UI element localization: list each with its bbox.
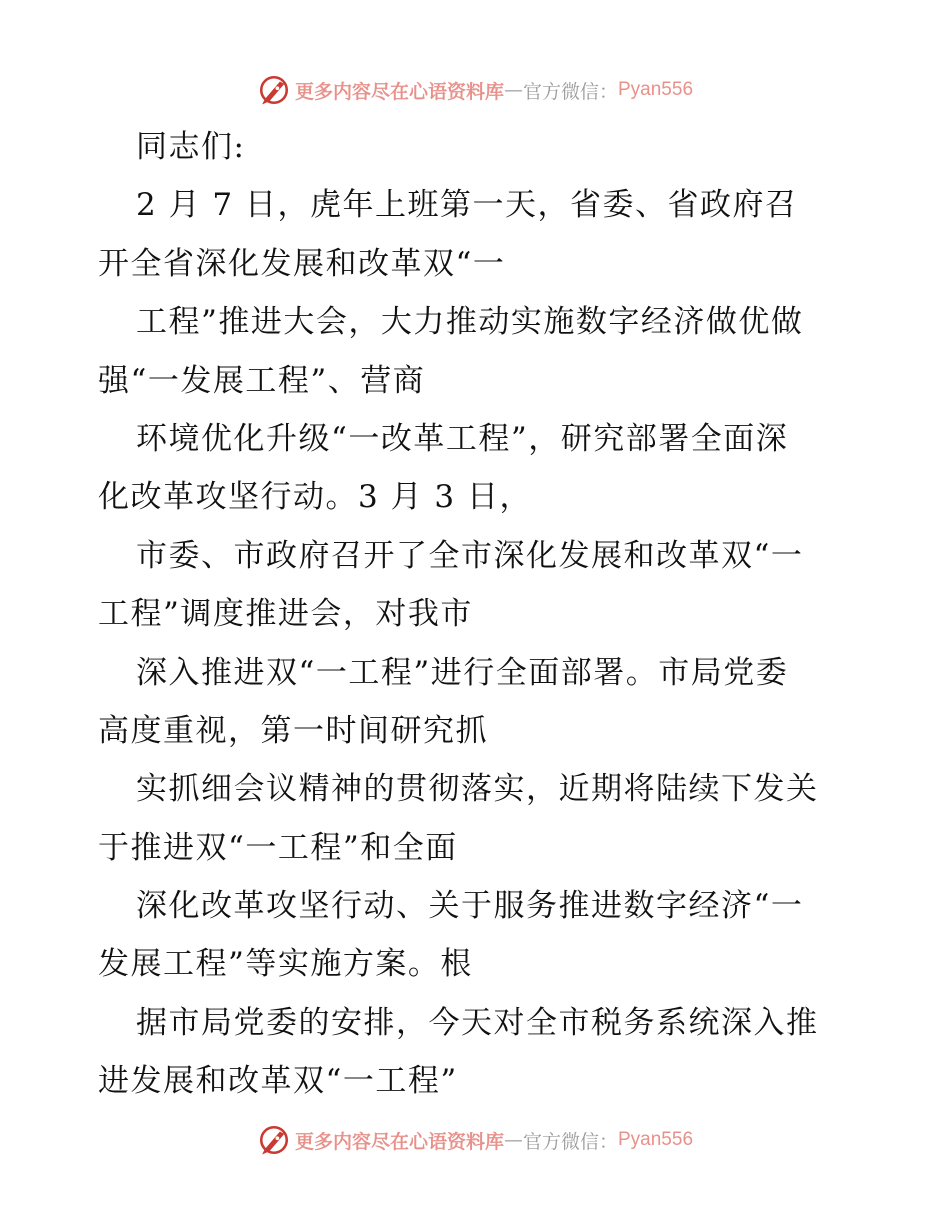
text-line: 2 月 7 日，虎年上班第一天，省委、省政府召 xyxy=(136,187,798,224)
text-line: 市委、市政府召开了全市深化发展和改革双“一 xyxy=(136,537,804,574)
text-line: 进发展和改革双“一工程” xyxy=(98,1063,458,1100)
watermark-handle: Pyan556 xyxy=(618,1129,694,1150)
text-line: 深化改革攻坚行动、关于服务推进数字经济“一 xyxy=(136,888,804,925)
document-body xyxy=(98,118,858,1111)
text-line: 环境优化升级“一改革工程”，研究部署全面深 xyxy=(136,420,789,457)
watermark-separator: — xyxy=(503,1129,523,1151)
watermark-title: 更多内容尽在心语资料库 xyxy=(294,80,504,103)
text-line: 强“一发展工程”、营商 xyxy=(98,362,426,399)
watermark-handle: Pyan556 xyxy=(618,79,694,100)
watermark-account-label: 官方微信： xyxy=(522,80,618,103)
watermark-title: 更多内容尽在心语资料库 xyxy=(294,1130,504,1153)
text-line: 工程”调度推进会，对我市 xyxy=(98,596,473,633)
text-line: 于推进双“一工程”和全面 xyxy=(98,829,458,866)
watermark-account-label: 官方微信： xyxy=(522,1130,618,1153)
text-line: 据市局党委的安排，今天对全市税务系统深入推 xyxy=(136,1004,819,1041)
text-line: 实抓细会议精神的贯彻落实，近期将陆续下发关 xyxy=(136,771,819,808)
pen-logo-icon xyxy=(257,1123,291,1157)
text-line: 深入推进双“一工程”进行全面部署。市局党委 xyxy=(136,654,789,691)
footer-watermark xyxy=(0,1120,950,1160)
text-line: 化改革攻坚行动。3 月 3 日， xyxy=(98,479,533,516)
text-line: 发展工程”等实施方案。根 xyxy=(98,946,473,983)
text-line: 高度重视，第一时间研究抓 xyxy=(98,712,488,749)
pen-logo-icon xyxy=(257,73,291,107)
header-watermark xyxy=(0,70,950,110)
watermark-separator: — xyxy=(503,79,523,101)
text-line: 开全省深化发展和改革双“一 xyxy=(98,245,506,282)
text-line: 工程”推进大会，大力推动实施数字经济做优做 xyxy=(136,304,804,341)
text-line: 同志们: xyxy=(136,129,246,165)
